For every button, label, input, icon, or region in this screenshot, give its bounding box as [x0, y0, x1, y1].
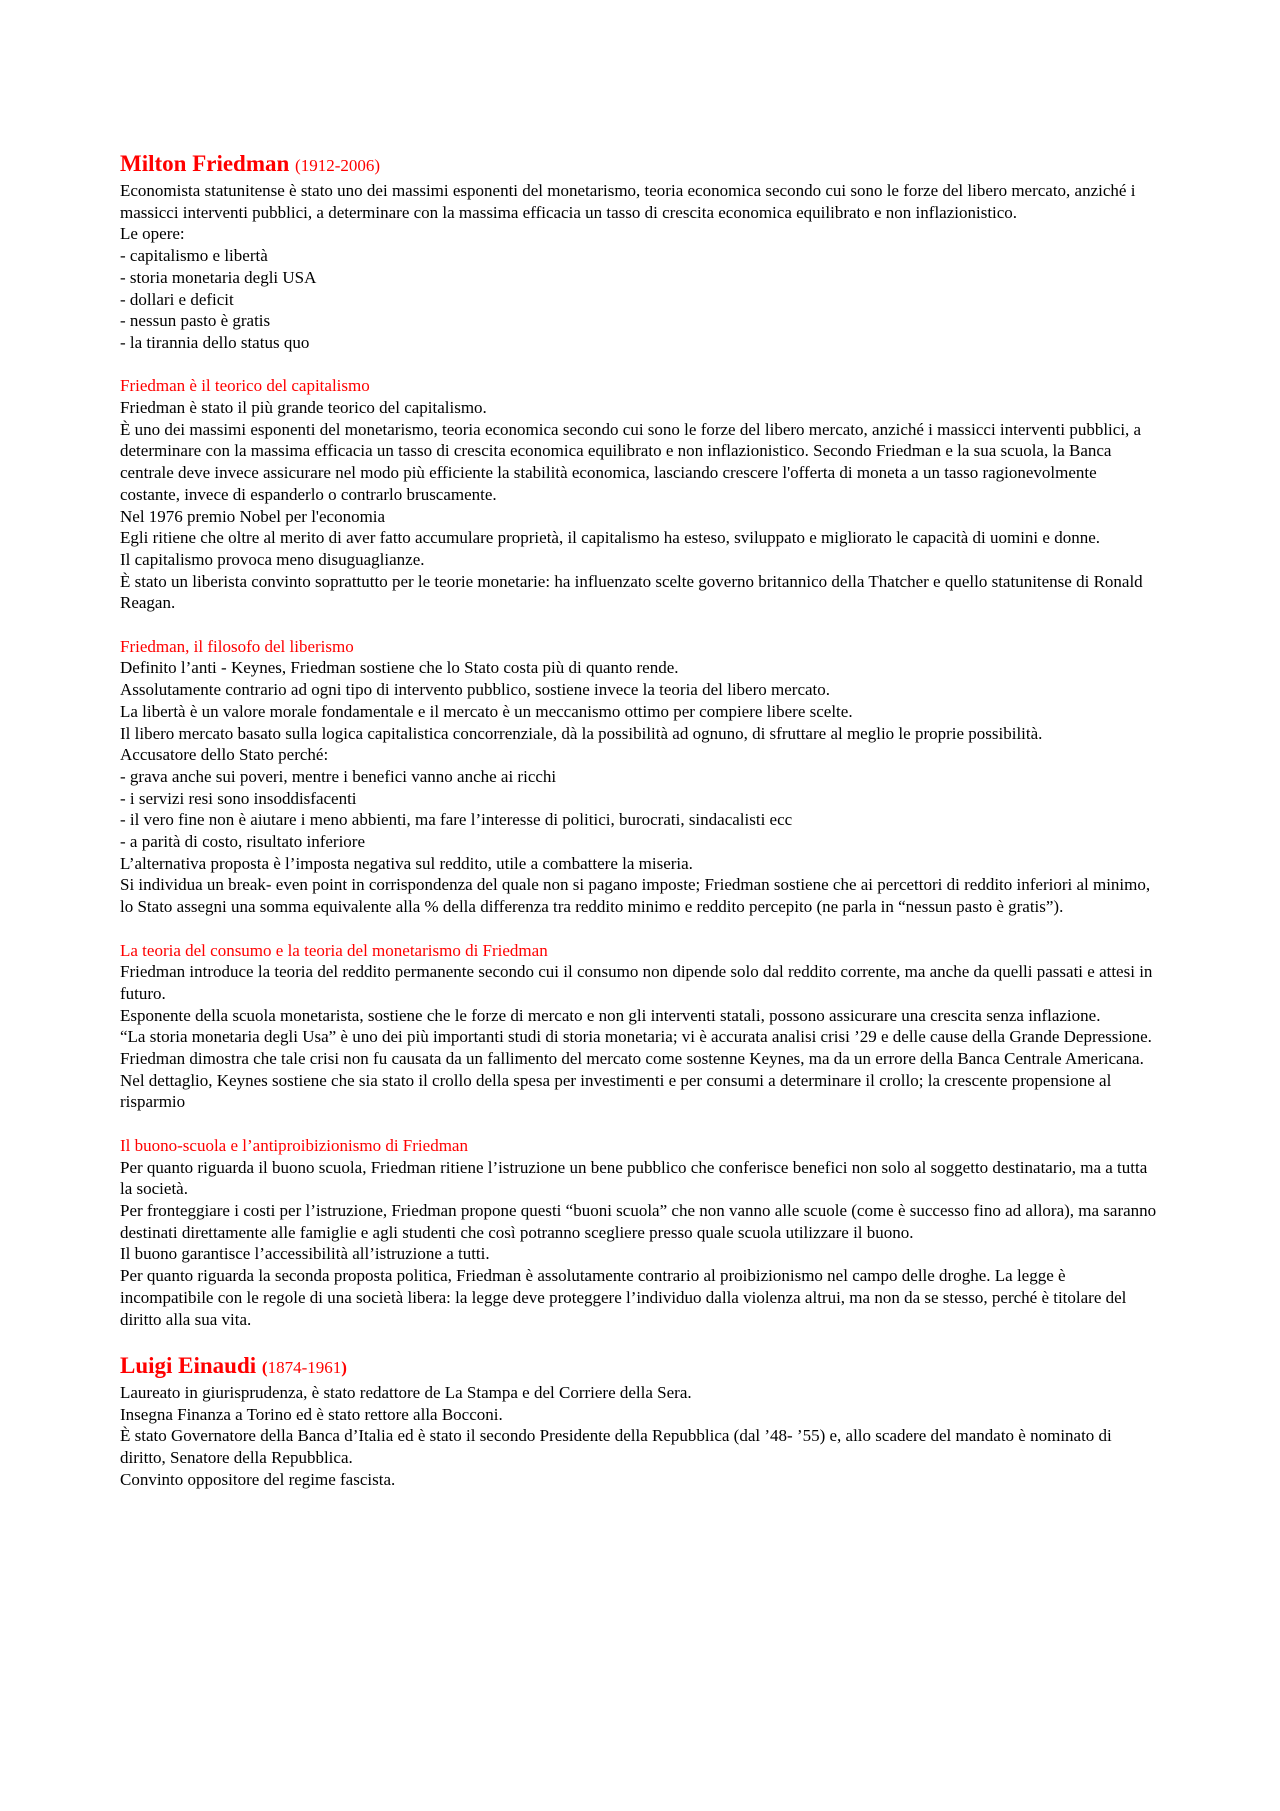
section-line: Assolutamente contrario ad ogni tipo di intervento pubblico, sostiene invece la teoria del libero mercato. [120, 680, 831, 700]
section-line: “La storia monetaria degli Usa” è uno dei più importanti studi di storia monetaria; vi è accurata analisi crisi ’29 e delle cause della Grande Depressione. [120, 1027, 1152, 1047]
section-line: Nel dettaglio, Keynes sostiene che sia stato il crollo della spesa per investimenti e per consumi a determinare il crollo; la crescente propensione al risparmio [120, 1070, 1112, 1112]
section-line: La libertà è un valore morale fondamentale e il mercato è un meccanismo ottimo per compiere libere scelte. [120, 701, 853, 721]
section-line: Friedman dimostra che tale crisi non fu causata da un fallimento del mercato come sostenne Keynes, ma da un errore della Banca Centrale Americana. [120, 1049, 1144, 1069]
section-heading: La teoria del consumo e la teoria del monetarismo di Friedman [120, 940, 548, 960]
section-line: Friedman introduce la teoria del reddito permanente secondo cui il consumo non dipende solo dal reddito corrente, ma anche da quelli passati e attesi in futuro. [120, 962, 1153, 1003]
intro-line: - dollari e deficit [120, 289, 234, 309]
section-line: L’alternativa proposta è l’imposta negativa sul reddito, utile a combattere la miseria. [120, 853, 693, 873]
intro-line: - capitalismo e libertà [120, 246, 268, 266]
section-line: - a parità di costo, risultato inferiore [120, 832, 365, 852]
intro-line: - storia monetaria degli USA [120, 267, 317, 287]
einaudi-line: Convinto oppositore del regime fascista. [120, 1469, 396, 1489]
friedman-intro [120, 180, 1160, 354]
years-close-paren: ) [341, 1357, 347, 1377]
friedman-title [120, 150, 1160, 180]
years-range: 1874-1961 [267, 1357, 342, 1377]
section-heading: Il buono-scuola e l’antiproibizionismo di Friedman [120, 1135, 468, 1155]
section-line: Accusatore dello Stato perché: [120, 745, 329, 765]
einaudi-name: Luigi Einaudi [120, 1352, 257, 1378]
intro-line: Economista statunitense è stato uno dei massimi esponenti del monetarismo, teoria economica secondo cui sono le forze del libero mercato, anziché i massicci interventi pubblici, a determinare con la massima efficacia un tasso di crescita economica equilibrato e non inflazionistico. [120, 181, 1136, 222]
friedman-years: (1912-2006) [295, 156, 381, 175]
section-line: Nel 1976 premio Nobel per l'economia [120, 506, 386, 526]
section-line: Per quanto riguarda il buono scuola, Friedman ritiene l’istruzione un bene pubblico che conferisce benefici non solo al soggetto destinatario, ma a tutta la società. [120, 1157, 1148, 1199]
friedman-name: Milton Friedman [120, 151, 290, 176]
section-liberismo [120, 636, 1160, 918]
section-line: Si individua un break- even point in corrispondenza del quale non si pagano imposte; Friedman sostiene che ai percettori di reddito inferiori al minimo, lo Stato assegni una somma equivalente alla % della differenza tra reddito minimo e reddito percepito (ne parla in “nessun pasto è gratis”). [120, 875, 1151, 917]
einaudi-line: È stato Governatore della Banca d’Italia ed è stato il secondo Presidente della Repubblica (dal ’48- ’55) e, allo scadere del mandato è nominato di diritto, Senatore della Repubblica. [120, 1426, 1112, 1467]
section-heading: Friedman, il filosofo del liberismo [120, 636, 354, 656]
section-line: Esponente della scuola monetarista, sostiene che le forze di mercato e non gli interventi statali, possono assicurare una crescita senza inflazione. [120, 1005, 1101, 1025]
intro-line: - nessun pasto è gratis [120, 311, 271, 331]
intro-line: Le opere: [120, 224, 185, 244]
section-line: Egli ritiene che oltre al merito di aver fatto accumulare proprietà, il capitalismo ha esteso, sviluppato e migliorato le capacità di uomini e donne. [120, 528, 1100, 548]
section-line: Il buono garantisce l’accessibilità all’istruzione a tutti. [120, 1244, 490, 1264]
section-capitalismo [120, 375, 1160, 614]
years-open-paren: ( [261, 1357, 268, 1377]
einaudi-years [262, 1358, 347, 1377]
section-line: Per fronteggiare i costi per l’istruzione, Friedman propone questi “buoni scuola” che non vanno alle scuole (come è successo fino ad allora), ma saranno destinati direttamente alle famiglie e agli studenti che così potranno scegliere presso quale scuola utilizzare il buono. [120, 1200, 1157, 1242]
einaudi-title [120, 1352, 1160, 1382]
section-consumo [120, 940, 1160, 1114]
section-line: Il capitalismo provoca meno disuguaglianze. [120, 549, 425, 569]
section-line: Friedman è stato il più grande teorico del capitalismo. [120, 398, 487, 418]
section-line: Il libero mercato basato sulla logica capitalistica concorrenziale, dà la possibilità ad ognuno, di sfruttare al meglio le proprie possibilità. [120, 723, 1043, 743]
section-line: È uno dei massimi esponenti del monetarismo, teoria economica secondo cui sono le forze del libero mercato, anziché i massicci interventi pubblici, a determinare con la massima efficacia un tasso di crescita economica equilibrato e non inflazionistico. Secondo Friedman e la sua scuola, la Banca centrale deve invece assicurare nel modo più efficiente la stabilità economica, lasciando crescere l'offerta di moneta a un tasso ragionevolmente costante, invece di espanderlo o contrarlo bruscamente. [120, 419, 1142, 504]
einaudi-line: Insegna Finanza a Torino ed è stato rettore alla Bocconi. [120, 1404, 503, 1424]
section-line: Per quanto riguarda la seconda proposta politica, Friedman è assolutamente contrario al proibizionismo nel campo delle droghe. La legge è incompatibile con le regole di una società libera: la legge deve proteggere l’individuo dalla violenza altrui, ma non da se stesso, perché è titolare del diritto alla sua vita. [120, 1266, 1127, 1329]
section-buono-scuola [120, 1135, 1160, 1330]
section-line: Definito l’anti - Keynes, Friedman sostiene che lo Stato costa più di quanto rende. [120, 658, 679, 678]
section-line: - grava anche sui poveri, mentre i benefici vanno anche ai ricchi [120, 766, 557, 786]
document-page [120, 150, 1160, 1490]
einaudi-body [120, 1382, 1160, 1491]
section-line: È stato un liberista convinto soprattutto per le teorie monetarie: ha influenzato scelte governo britannico della Thatcher e quello statunitense di Ronald Reagan. [120, 571, 1143, 613]
section-heading: Friedman è il teorico del capitalismo [120, 376, 370, 396]
intro-line: - la tirannia dello status quo [120, 332, 310, 352]
section-line: - il vero fine non è aiutare i meno abbienti, ma fare l’interesse di politici, burocrati, sindacalisti ecc [120, 810, 793, 830]
section-line: - i servizi resi sono insoddisfacenti [120, 788, 357, 808]
einaudi-line: Laureato in giurisprudenza, è stato redattore de La Stampa e del Corriere della Sera. [120, 1382, 692, 1402]
